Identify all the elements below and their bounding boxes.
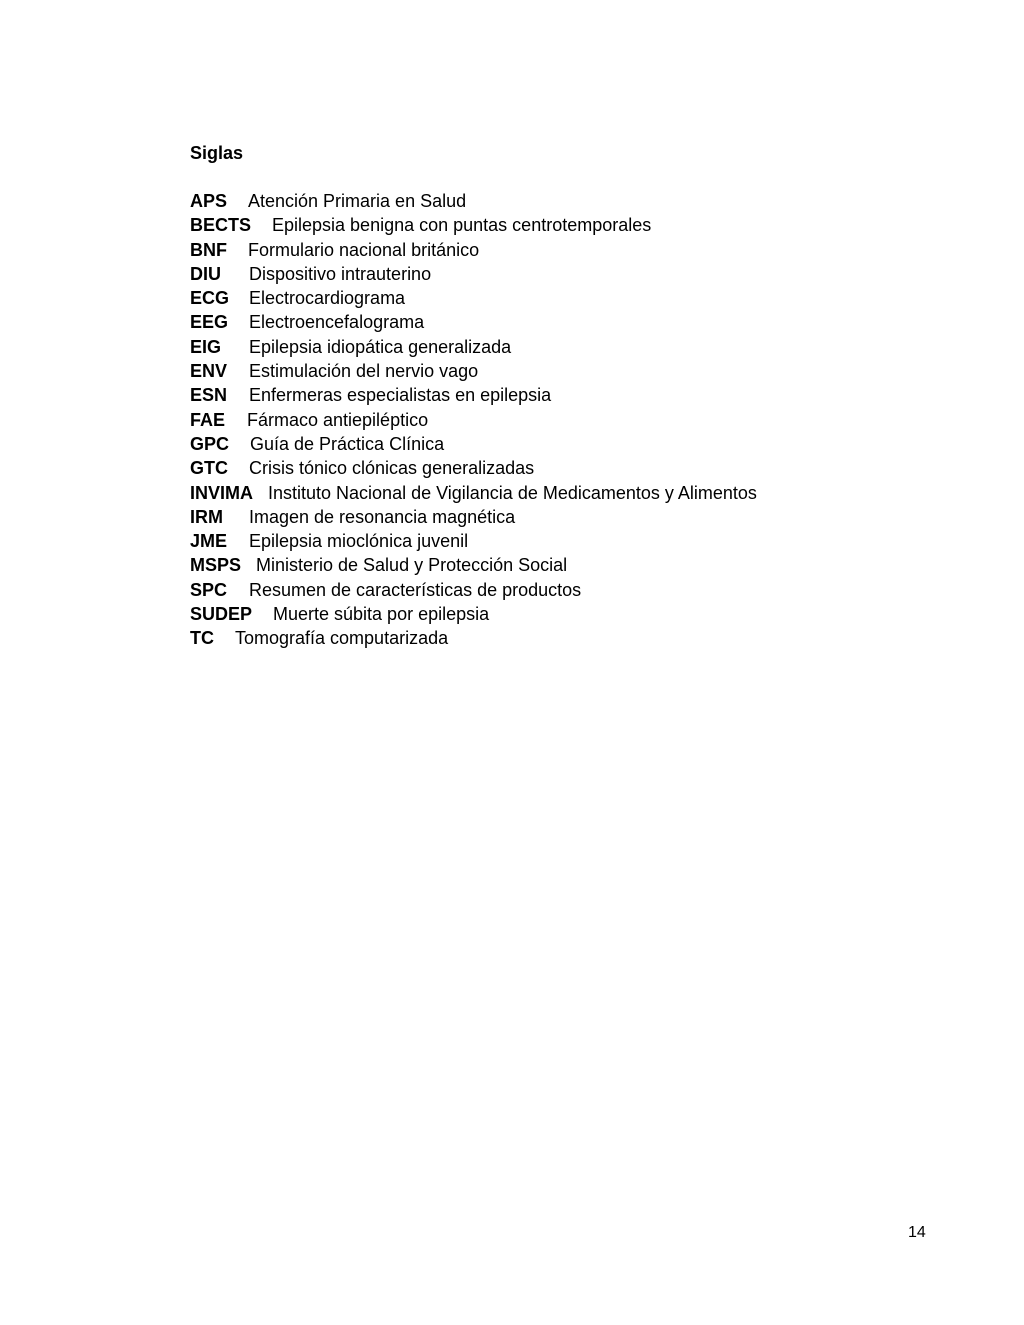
acronym-definition: Ministerio de Salud y Protección Social <box>256 555 568 576</box>
acronym-abbr: INVIMA <box>190 482 253 503</box>
acronym-definition: Enfermeras especialistas en epilepsia <box>249 385 552 406</box>
acronym-definition: Instituto Nacional de Vigilancia de Medicamentos y Alimentos <box>268 482 757 503</box>
acronym-definition: Fármaco antiepiléptico <box>247 409 429 430</box>
acronym-entry <box>190 578 757 602</box>
section-heading: Siglas <box>190 143 244 163</box>
acronym-entry <box>190 310 757 334</box>
acronym-abbr: SUDEP <box>190 604 253 625</box>
acronym-definition: Tomografía computarizada <box>235 628 449 649</box>
acronym-entry <box>190 359 757 383</box>
acronym-definition: Estimulación del nervio vago <box>249 361 479 382</box>
acronym-entry <box>190 335 757 359</box>
acronym-list <box>190 189 757 651</box>
acronym-abbr: BECTS <box>190 215 252 236</box>
acronym-definition: Atención Primaria en Salud <box>248 191 467 211</box>
acronym-entry <box>190 553 757 577</box>
acronym-entry <box>190 602 757 626</box>
acronym-abbr: EEG <box>190 312 229 333</box>
acronym-definition: Electrocardiograma <box>249 288 406 309</box>
acronym-entry <box>190 286 757 310</box>
acronym-abbr: APS <box>190 191 228 211</box>
acronym-definition: Epilepsia mioclónica juvenil <box>249 531 469 552</box>
acronym-definition: Formulario nacional británico <box>248 239 480 260</box>
acronym-definition: Electroencefalograma <box>249 312 425 333</box>
acronym-definition: Crisis tónico clónicas generalizadas <box>249 458 535 479</box>
acronym-definition: Epilepsia benigna con puntas centrotemporales <box>272 215 652 236</box>
acronym-abbr: MSPS <box>190 555 242 576</box>
acronym-entry <box>190 481 757 505</box>
acronym-abbr: SPC <box>190 579 228 600</box>
acronym-entry <box>190 529 757 553</box>
acronym-entry <box>190 432 757 456</box>
acronym-abbr: GTC <box>190 458 228 479</box>
acronym-abbr: IRM <box>190 506 223 527</box>
acronym-entry <box>190 262 757 286</box>
acronym-entry <box>190 189 757 213</box>
acronym-definition: Guía de Práctica Clínica <box>250 433 445 454</box>
acronym-definition: Resumen de características de productos <box>249 579 582 600</box>
acronym-abbr: ECG <box>190 288 230 309</box>
acronym-definition: Muerte súbita por epilepsia <box>273 604 490 625</box>
acronym-definition: Imagen de resonancia magnética <box>249 506 516 527</box>
acronym-definition: Epilepsia idiopática generalizada <box>249 336 512 357</box>
acronym-definition: Dispositivo intrauterino <box>249 263 432 284</box>
acronym-entry <box>190 505 757 529</box>
acronym-abbr: ENV <box>190 361 228 382</box>
page-number: 14 <box>908 1224 926 1241</box>
acronym-entry <box>190 383 757 407</box>
acronym-entry <box>190 456 757 480</box>
acronym-entry <box>190 626 757 650</box>
acronym-entry <box>190 213 757 237</box>
acronym-abbr: JME <box>190 531 228 552</box>
acronym-abbr: TC <box>190 628 214 649</box>
acronym-abbr: GPC <box>190 433 230 454</box>
acronym-abbr: EIG <box>190 336 222 357</box>
acronym-abbr: ESN <box>190 385 228 406</box>
acronym-abbr: DIU <box>190 263 221 284</box>
acronym-abbr: FAE <box>190 409 226 430</box>
acronym-entry <box>190 408 757 432</box>
acronym-abbr: BNF <box>190 239 227 260</box>
acronym-entry <box>190 238 757 262</box>
